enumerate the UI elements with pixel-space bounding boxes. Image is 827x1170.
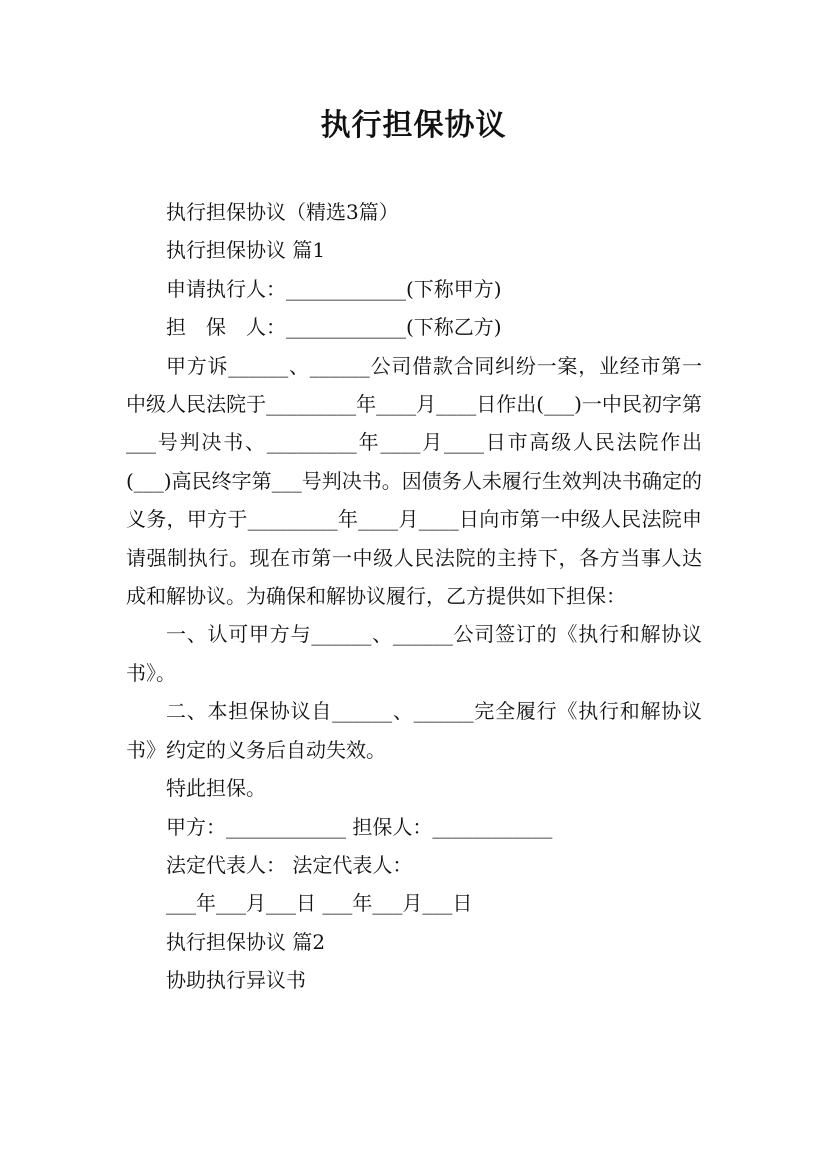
objection-heading: 协助执行异议书 (166, 968, 306, 993)
section-heading-2: 执行担保协议 篇2 (166, 929, 326, 954)
clause-2: 二、本担保协议自______、______完全履行《执行和解协议书》约定的义务后自动失效。 (126, 699, 702, 762)
section-heading-1: 执行担保协议 篇1 (166, 238, 326, 263)
applicant-line: 申请执行人：____________(下称甲方) (166, 276, 502, 301)
subtitle-paragraph: 执行担保协议（精选3篇） (166, 200, 399, 224)
document-body (126, 193, 702, 1000)
document-title: 执行担保协议 (320, 108, 507, 143)
date-line: ___年___月___日 ___年___月___日 (166, 891, 473, 916)
closing-line: 特此担保。 (166, 776, 266, 801)
clause-1: 一、认可甲方与______、______公司签订的《执行和解协议书》。 (126, 622, 702, 685)
case-paragraph: 甲方诉______、______公司借款合同纠纷一案，业经市第一中级人民法院于_________年____月____日作出(___)一中民初字第___号判决书、_________年____月____日市高级人民法院作出(___)高民终字第___号判决书。因债务人未履行生效判决书确定的义务，甲方于_________年____月____日向市第一中级人民法院申请强制执行。现在市第一中级人民法院的主持下，各方当事人达成和解协议。为确保和解协议履行，乙方提供如下担保： (126, 353, 702, 609)
legal-rep-line: 法定代表人： 法定代表人： (166, 852, 413, 877)
guarantor-line: 担 保 人：____________(下称乙方) (166, 315, 502, 340)
signature-line: 甲方：____________ 担保人：____________ (166, 814, 553, 839)
